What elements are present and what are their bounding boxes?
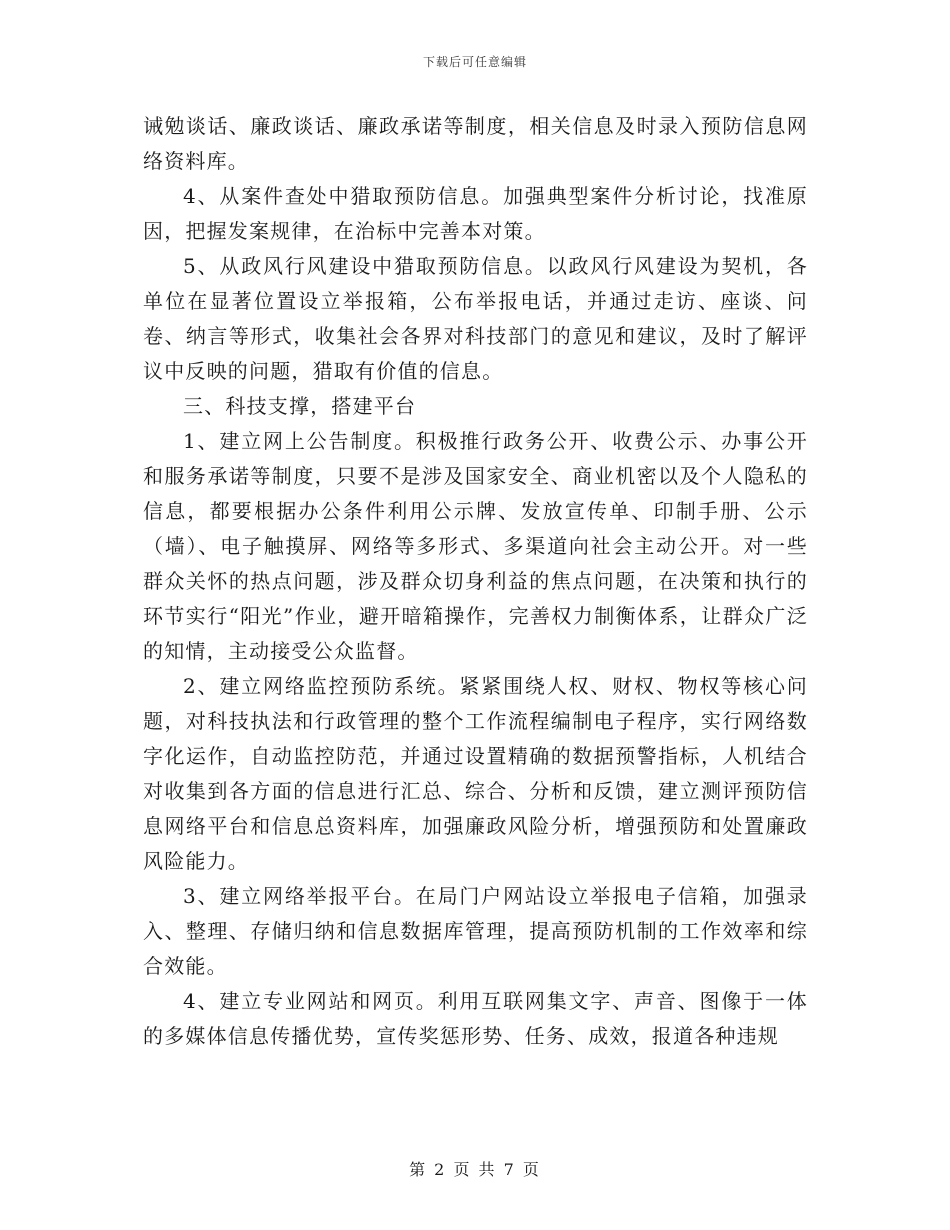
- paragraph-item-5-conduct-prevention: 5、从政风行风建设中猎取预防信息。以政风行风建设为契机，各单位在显著位置设立举报箱，公布举报电话，并通过走访、座谈、问卷、纳言等形式，收集社会各界对科技部门的意见和建议，及时了解评议中反映的问题，猎取有价值的信息。: [143, 254, 808, 383]
- paragraph-item-1-online-notice: 1、建立网上公告制度。积极推行政务公开、收费公示、办事公开和服务承诺等制度，只要不是涉及国家安全、商业机密以及个人隐私的信息，都要根据办公条件利用公示牌、发放宣传单、印制手册、公示（墙）、电子触摸屏、网络等多形式、多渠道向社会主动公开。对一些群众关怀的热点问题，涉及群众切身利益的焦点问题，在决策和执行的环节实行“阳光”作业，避开暗箱操作，完善权力制衡体系，让群众广泛的知情，主动接受公众监督。: [143, 429, 808, 663]
- paragraph-item-3-report-platform: 3、建立网络举报平台。在局门户网站设立举报电子信箱，加强录入、整理、存储归纳和信息数据库管理，提高预防机制的工作效率和综合效能。: [143, 884, 808, 978]
- paragraph-item-2-network-monitoring: 2、建立网络监控预防系统。紧紧围绕人权、财权、物权等核心问题，对科技执法和行政管理的整个工作流程编制电子程序，实行网络数字化运作，自动监控防范，并通过设置精确的数据预警指标，人机结合对收集到各方面的信息进行汇总、综合、分析和反馈，建立测评预防信息网络平台和信息总资料库，加强廉政风险分析，增强预防和处置廉政风险能力。: [143, 674, 808, 873]
- section-heading-tech-support: 三、科技支撑，搭建平台: [183, 394, 417, 418]
- paragraph-continuation: 诫勉谈话、廉政谈话、廉政承诺等制度，相关信息及时录入预防信息网络资料库。: [143, 114, 808, 173]
- paragraph-item-4-websites: 4、建立专业网站和网页。利用互联网集文字、声音、图像于一体的多媒体信息传播优势，宣传奖惩形势、任务、成效，报道各种违规: [143, 989, 808, 1048]
- page-header-note: 下载后可任意编辑: [422, 55, 527, 69]
- paragraph-item-4-case-prevention: 4、从案件查处中猎取预防信息。加强典型案件分析讨论，找准原因，把握发案规律，在治标中完善本对策。: [143, 184, 808, 243]
- document-body: [143, 109, 808, 1054]
- page-number-footer: 第 2 页 共 7 页: [409, 1160, 541, 1179]
